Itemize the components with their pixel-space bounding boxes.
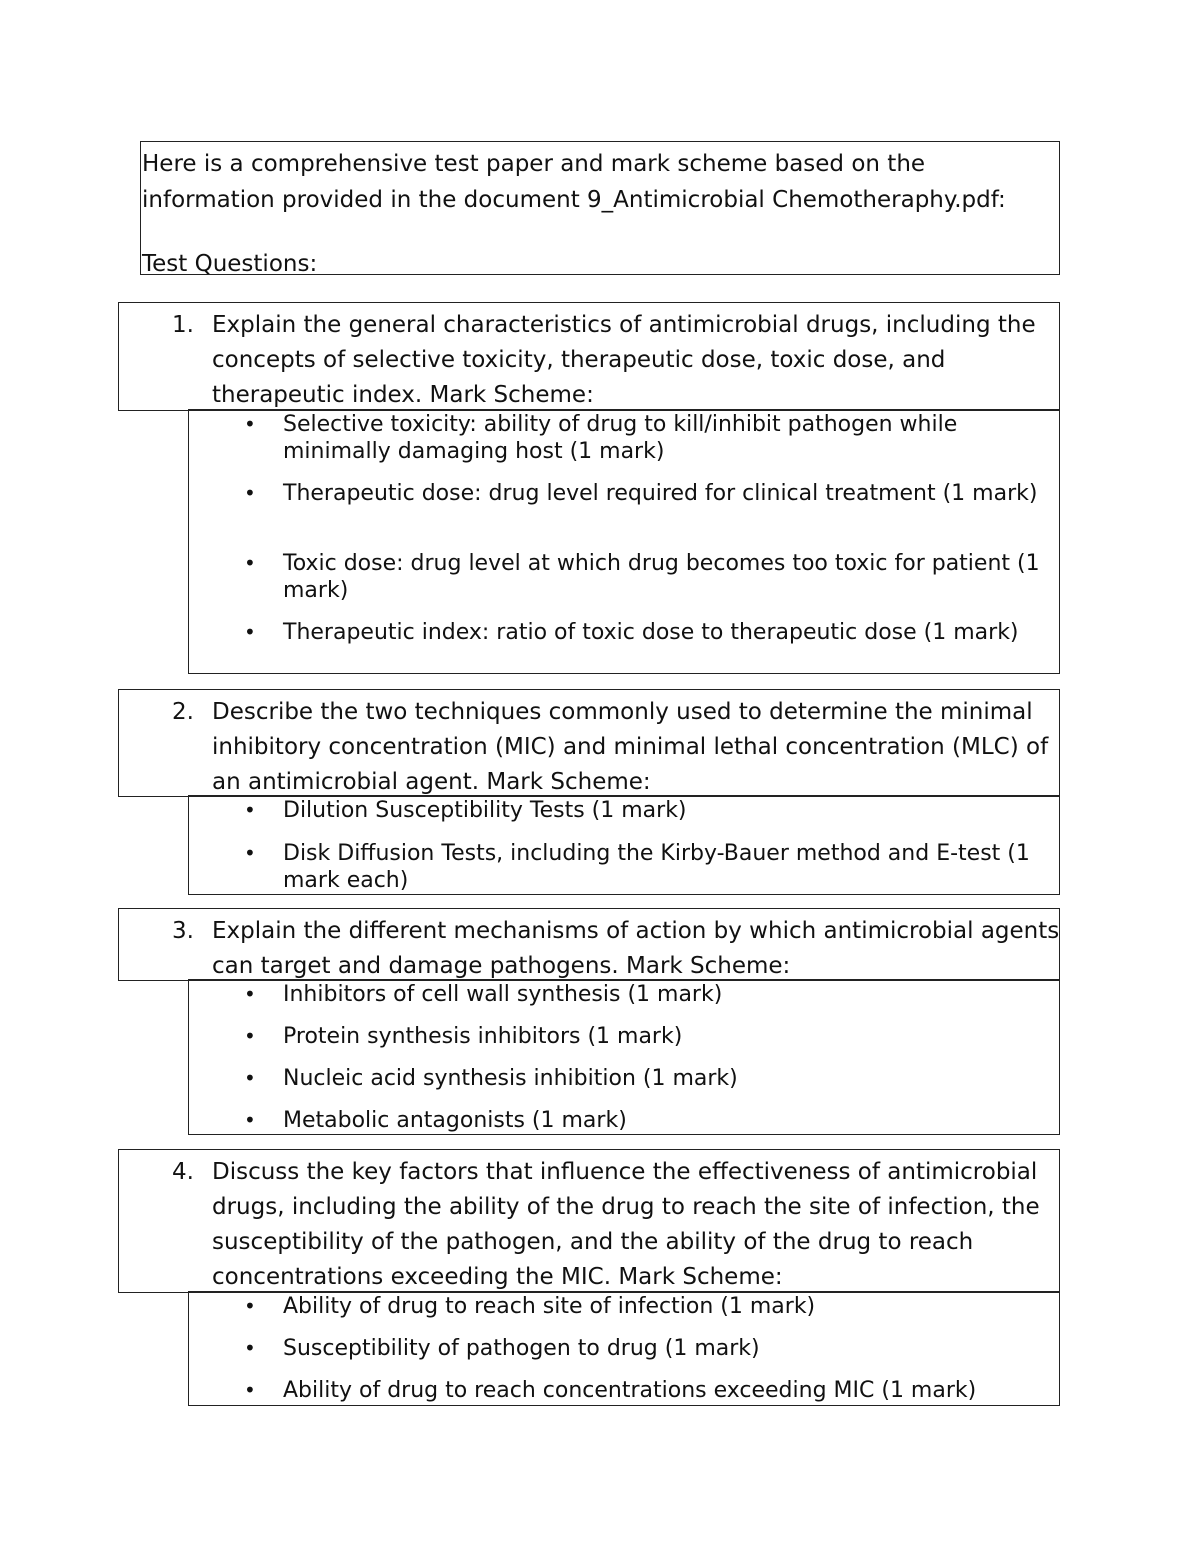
bullet-icon: • [244,982,256,1006]
question-4-text: Discuss the key factors that influence the effectiveness of antimicrobial drugs, including the ability of the drug to reach the site of infection, the susceptibility of the pathogen, and the ability of the drug to reach concentrations exceeding the MIC. Mark Scheme: [212,1159,1040,1290]
bullet-icon: • [244,551,256,575]
mark-scheme-2-item-1: Dilution Susceptibility Tests (1 mark) [283,798,687,823]
mark-scheme-1-item-3: Toxic dose: drug level at which drug becomes too toxic for patient (1 mark) [283,551,1040,603]
bullet-icon: • [244,798,256,822]
bullet-icon: • [244,1294,256,1318]
mark-scheme-2-item-2: Disk Diffusion Tests, including the Kirby-Bauer method and E-test (1 mark each) [283,841,1030,893]
mark-scheme-3-item-1: Inhibitors of cell wall synthesis (1 mark) [283,982,723,1007]
bullet-icon: • [244,481,256,505]
question-2-number: 2. [172,699,194,725]
mark-scheme-3-item-4: Metabolic antagonists (1 mark) [283,1108,627,1133]
mark-scheme-1-item-2: Therapeutic dose: drug level required for clinical treatment (1 mark) [283,481,1038,506]
bullet-icon: • [244,412,256,436]
intro-text [142,146,1057,282]
bullet-icon: • [244,841,256,865]
question-4-number: 4. [172,1159,194,1185]
bullet-icon: • [244,1378,256,1402]
mark-scheme-4-item-3: Ability of drug to reach concentrations exceeding MIC (1 mark) [283,1378,977,1403]
bullet-icon: • [244,1336,256,1360]
question-3-number: 3. [172,918,194,944]
mark-scheme-1-item-4: Therapeutic index: ratio of toxic dose to therapeutic dose (1 mark) [283,620,1019,645]
test-questions-heading: Test Questions: [142,251,318,277]
bullet-icon: • [244,1108,256,1132]
question-1-number: 1. [172,312,194,338]
mark-scheme-4-item-2: Susceptibility of pathogen to drug (1 mark) [283,1336,760,1361]
question-1-text: Explain the general characteristics of antimicrobial drugs, including the concepts of selective toxicity, therapeutic dose, toxic dose, and therapeutic index. Mark Scheme: [212,312,1036,408]
question-2-text: Describe the two techniques commonly used to determine the minimal inhibitory concentration (MIC) and minimal lethal concentration (MLC) of an antimicrobial agent. Mark Scheme: [212,699,1049,795]
bullet-icon: • [244,620,256,644]
mark-scheme-3-item-3: Nucleic acid synthesis inhibition (1 mark) [283,1066,738,1091]
intro-line-1: Here is a comprehensive test paper and mark scheme based on the [142,151,926,177]
bullet-icon: • [244,1024,256,1048]
question-3-text: Explain the different mechanisms of action by which antimicrobial agents can target and damage pathogens. Mark Scheme: [212,918,1060,979]
mark-scheme-1-item-1: Selective toxicity: ability of drug to kill/inhibit pathogen while minimally damaging host (1 mark) [283,412,958,464]
mark-scheme-4-item-1: Ability of drug to reach site of infection (1 mark) [283,1294,816,1319]
mark-scheme-3-item-2: Protein synthesis inhibitors (1 mark) [283,1024,683,1049]
bullet-icon: • [244,1066,256,1090]
intro-line-2: information provided in the document 9_Antimicrobial Chemotheraphy.pdf: [142,187,1006,213]
